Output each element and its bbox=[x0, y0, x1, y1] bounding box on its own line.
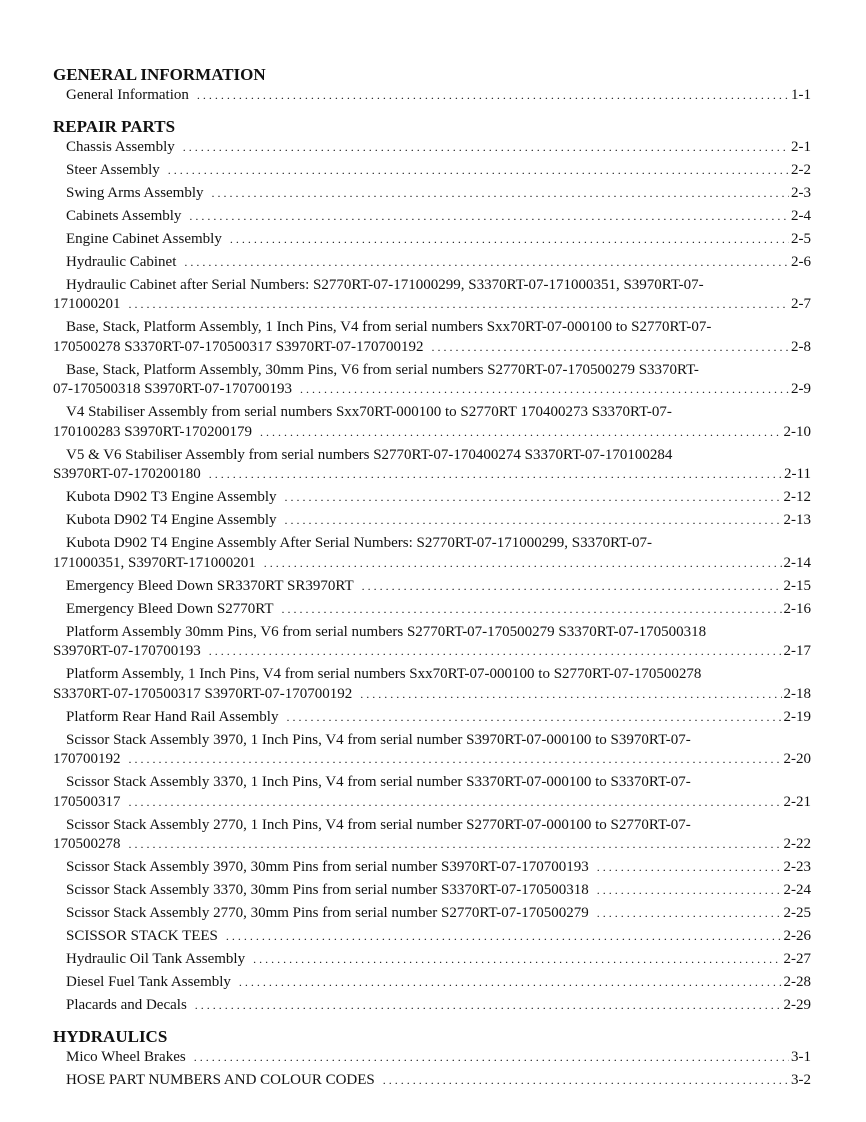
entry-title: Kubota D902 T4 Engine Assembly bbox=[66, 512, 277, 528]
page-number: 2-17 bbox=[783, 643, 811, 659]
dot-leader bbox=[362, 577, 782, 597]
entry-title: Scissor Stack Assembly 3970, 30mm Pins from serial number S3970RT-07-170700193 bbox=[66, 859, 589, 875]
dot-leader bbox=[239, 973, 782, 993]
toc-entry[interactable] bbox=[53, 996, 811, 1016]
page-number: 2-18 bbox=[783, 685, 811, 702]
page-number: 2-14 bbox=[783, 554, 811, 571]
toc-entry[interactable] bbox=[53, 161, 811, 181]
dot-leader bbox=[300, 380, 789, 400]
dot-leader bbox=[597, 904, 782, 924]
toc-entry[interactable] bbox=[53, 1048, 811, 1068]
entry-title-continued bbox=[53, 642, 811, 662]
toc-entry[interactable] bbox=[53, 276, 811, 315]
entry-title: Diesel Fuel Tank Assembly bbox=[66, 974, 231, 990]
section-heading: HYDRAULICS bbox=[53, 1026, 168, 1046]
entry-title: Scissor Stack Assembly 3970, 1 Inch Pins, V4 from serial number S3970RT-07-000100 to S3970RT-07- bbox=[66, 731, 691, 748]
entry-title: Hydraulic Cabinet after Serial Numbers: S2770RT-07-171000299, S3370RT-07-171000351, S3970RT-07- bbox=[66, 276, 704, 293]
page-number: 2-24 bbox=[783, 882, 811, 898]
toc-entry[interactable] bbox=[53, 950, 811, 970]
toc-entry[interactable] bbox=[53, 623, 811, 662]
page-number: 1-1 bbox=[791, 87, 811, 103]
table-of-contents bbox=[53, 64, 811, 1100]
entry-title: Emergency Bleed Down S2770RT bbox=[66, 600, 274, 617]
page-number: 2-12 bbox=[783, 489, 811, 505]
entry-title-tail: 170500317 bbox=[53, 793, 121, 810]
entry-title-continued bbox=[53, 835, 811, 855]
entry-title-continued bbox=[53, 465, 811, 485]
entry-title-tail: 170700192 bbox=[53, 751, 121, 767]
dot-leader bbox=[597, 858, 782, 878]
dot-leader bbox=[282, 600, 782, 620]
dot-leader bbox=[168, 161, 789, 181]
dot-leader bbox=[129, 793, 782, 813]
page-number: 2-2 bbox=[791, 161, 811, 178]
entry-title: Emergency Bleed Down SR3370RT SR3970RT bbox=[66, 577, 354, 594]
dot-leader bbox=[285, 488, 782, 508]
entry-title-continued bbox=[53, 750, 811, 770]
entry-title: Mico Wheel Brakes bbox=[66, 1048, 186, 1065]
page-number: 2-5 bbox=[791, 230, 811, 247]
toc-entry[interactable] bbox=[53, 403, 811, 442]
toc-entry[interactable] bbox=[53, 86, 811, 106]
dot-leader bbox=[194, 1048, 789, 1068]
dot-leader bbox=[195, 996, 782, 1016]
page-number: 2-10 bbox=[783, 423, 811, 440]
toc-entry[interactable] bbox=[53, 488, 811, 508]
page-number: 2-28 bbox=[783, 974, 811, 990]
entry-title-continued bbox=[53, 793, 811, 813]
page-number: 2-11 bbox=[784, 466, 811, 482]
dot-leader bbox=[597, 881, 782, 901]
dot-leader bbox=[189, 207, 789, 227]
dot-leader bbox=[197, 86, 789, 106]
toc-entry[interactable] bbox=[53, 973, 811, 993]
entry-title: Kubota D902 T3 Engine Assembly bbox=[66, 489, 277, 505]
entry-title: Scissor Stack Assembly 2770, 30mm Pins from serial number S2770RT-07-170500279 bbox=[66, 905, 589, 921]
section-heading: REPAIR PARTS bbox=[53, 116, 176, 136]
dot-leader bbox=[230, 230, 789, 250]
page-number: 2-19 bbox=[783, 708, 811, 725]
toc-entry[interactable] bbox=[53, 731, 811, 770]
entry-title-continued bbox=[53, 554, 811, 574]
toc-entry[interactable] bbox=[53, 138, 811, 158]
entry-title-tail: 171000201 bbox=[53, 296, 121, 312]
dot-leader bbox=[431, 338, 789, 358]
entry-title-tail: 171000351, S3970RT-171000201 bbox=[53, 554, 256, 571]
dot-leader bbox=[260, 423, 782, 443]
section-heading: GENERAL INFORMATION bbox=[53, 65, 266, 84]
dot-leader bbox=[383, 1071, 789, 1091]
toc-entry[interactable] bbox=[53, 534, 811, 573]
entry-title-tail: 170100283 S3970RT-170200179 bbox=[53, 423, 252, 440]
page-number: 2-4 bbox=[791, 207, 811, 224]
entry-title-tail: 07-170500318 S3970RT-07-170700193 bbox=[53, 381, 292, 397]
page-number: 3-1 bbox=[791, 1048, 811, 1065]
entry-title: Base, Stack, Platform Assembly, 30mm Pins, V6 from serial numbers S2770RT-07-170500279 S3370RT- bbox=[66, 361, 699, 378]
page-number: 2-9 bbox=[791, 381, 811, 397]
page-number: 2-20 bbox=[783, 751, 811, 767]
dot-leader bbox=[285, 511, 782, 531]
entry-title-continued bbox=[53, 338, 811, 358]
entry-title: V5 & V6 Stabiliser Assembly from serial numbers S2770RT-07-170400274 S3370RT-07-170100284 bbox=[66, 446, 673, 463]
dot-leader bbox=[129, 750, 782, 770]
toc-entry[interactable] bbox=[53, 511, 811, 531]
entry-title-tail: 170500278 S3370RT-07-170500317 S3970RT-07-170700192 bbox=[53, 338, 424, 355]
toc-section bbox=[53, 1026, 811, 1091]
entry-title: Cabinets Assembly bbox=[66, 207, 182, 224]
entry-title: Scissor Stack Assembly 2770, 1 Inch Pins, V4 from serial number S2770RT-07-000100 to S2770RT-07- bbox=[66, 816, 691, 833]
dot-leader bbox=[212, 184, 789, 204]
toc-entry[interactable] bbox=[53, 446, 811, 485]
page-number: 2-27 bbox=[783, 951, 811, 967]
entry-title: V4 Stabiliser Assembly from serial numbers Sxx70RT-000100 to S2770RT 170400273 S3370RT-07- bbox=[66, 404, 672, 420]
toc-entry[interactable] bbox=[53, 858, 811, 878]
toc-entry[interactable] bbox=[53, 904, 811, 924]
entry-title: Base, Stack, Platform Assembly, 1 Inch Pins, V4 from serial numbers Sxx70RT-07-000100 to S2770RT-07- bbox=[66, 319, 712, 335]
entry-title-tail: S3370RT-07-170500317 S3970RT-07-170700192 bbox=[53, 685, 353, 702]
dot-leader bbox=[286, 708, 781, 728]
toc-entry[interactable] bbox=[53, 927, 811, 947]
page-number: 2-13 bbox=[783, 512, 811, 528]
entry-title: Platform Assembly, 1 Inch Pins, V4 from serial numbers Sxx70RT-07-000100 to S2770RT-07-170500278 bbox=[66, 666, 702, 682]
toc-entry[interactable] bbox=[53, 665, 811, 704]
entry-title: Hydraulic Oil Tank Assembly bbox=[66, 951, 246, 967]
page-number: 2-26 bbox=[783, 928, 811, 944]
entry-title: Engine Cabinet Assembly bbox=[66, 230, 222, 247]
entry-title: Scissor Stack Assembly 3370, 30mm Pins from serial number S3370RT-07-170500318 bbox=[66, 882, 589, 898]
page-number: 2-22 bbox=[783, 836, 811, 852]
entry-title-continued bbox=[53, 685, 811, 705]
toc-entry[interactable] bbox=[53, 600, 811, 620]
toc-section bbox=[53, 116, 811, 1016]
entry-title-continued bbox=[53, 380, 811, 400]
entry-title: Chassis Assembly bbox=[66, 138, 175, 155]
page-number: 2-1 bbox=[791, 138, 811, 155]
entry-title: SCISSOR STACK TEES bbox=[66, 928, 218, 944]
toc-entry[interactable] bbox=[53, 773, 811, 812]
page-number: 2-29 bbox=[783, 997, 811, 1013]
dot-leader bbox=[253, 950, 781, 970]
dot-leader bbox=[360, 685, 781, 705]
dot-leader bbox=[264, 554, 782, 574]
page-number: 2-8 bbox=[791, 338, 811, 355]
toc-entry[interactable] bbox=[53, 361, 811, 400]
page-number: 2-15 bbox=[783, 577, 811, 594]
dot-leader bbox=[226, 927, 782, 947]
toc-entry[interactable] bbox=[53, 881, 811, 901]
toc-entry[interactable] bbox=[53, 577, 811, 597]
entry-title: Steer Assembly bbox=[66, 161, 160, 178]
entry-title: Scissor Stack Assembly 3370, 1 Inch Pins, V4 from serial number S3370RT-07-000100 to S3370RT-07- bbox=[66, 774, 691, 790]
page-number: 3-2 bbox=[791, 1071, 811, 1088]
entry-title: Platform Assembly 30mm Pins, V6 from serial numbers S2770RT-07-170500279 S3370RT-07-170500318 bbox=[66, 623, 707, 640]
toc-entry[interactable] bbox=[53, 184, 811, 204]
toc-entry[interactable] bbox=[53, 708, 811, 728]
entry-title: General Information bbox=[66, 87, 189, 103]
toc-entry[interactable] bbox=[53, 253, 811, 273]
dot-leader bbox=[129, 835, 782, 855]
toc-entry[interactable] bbox=[53, 318, 811, 357]
toc-section bbox=[53, 64, 811, 106]
entry-title-tail: 170500278 bbox=[53, 836, 121, 852]
page-number: 2-6 bbox=[791, 253, 811, 270]
page-number: 2-16 bbox=[783, 600, 811, 617]
entry-title-continued bbox=[53, 423, 811, 443]
entry-title: Hydraulic Cabinet bbox=[66, 253, 177, 270]
dot-leader bbox=[184, 253, 789, 273]
entry-title-tail: S3970RT-07-170700193 bbox=[53, 643, 201, 659]
page-number: 2-23 bbox=[783, 859, 811, 875]
entry-title-tail: S3970RT-07-170200180 bbox=[53, 466, 201, 482]
toc-entry[interactable] bbox=[53, 1071, 811, 1091]
page-number: 2-21 bbox=[783, 793, 811, 810]
toc-entry[interactable] bbox=[53, 207, 811, 227]
dot-leader bbox=[129, 295, 790, 315]
entry-title: Kubota D902 T4 Engine Assembly After Serial Numbers: S2770RT-07-171000299, S3370RT-07- bbox=[66, 535, 652, 551]
dot-leader bbox=[183, 138, 789, 158]
dot-leader bbox=[209, 465, 782, 485]
entry-title: Placards and Decals bbox=[66, 997, 187, 1013]
page-number: 2-7 bbox=[791, 296, 811, 312]
entry-title: HOSE PART NUMBERS AND COLOUR CODES bbox=[66, 1071, 375, 1088]
dot-leader bbox=[209, 642, 782, 662]
entry-title: Swing Arms Assembly bbox=[66, 184, 204, 201]
toc-entry[interactable] bbox=[53, 230, 811, 250]
toc-entry[interactable] bbox=[53, 816, 811, 855]
entry-title-continued bbox=[53, 295, 811, 315]
page-number: 2-3 bbox=[791, 184, 811, 201]
page-number: 2-25 bbox=[783, 905, 811, 921]
entry-title: Platform Rear Hand Rail Assembly bbox=[66, 708, 279, 725]
